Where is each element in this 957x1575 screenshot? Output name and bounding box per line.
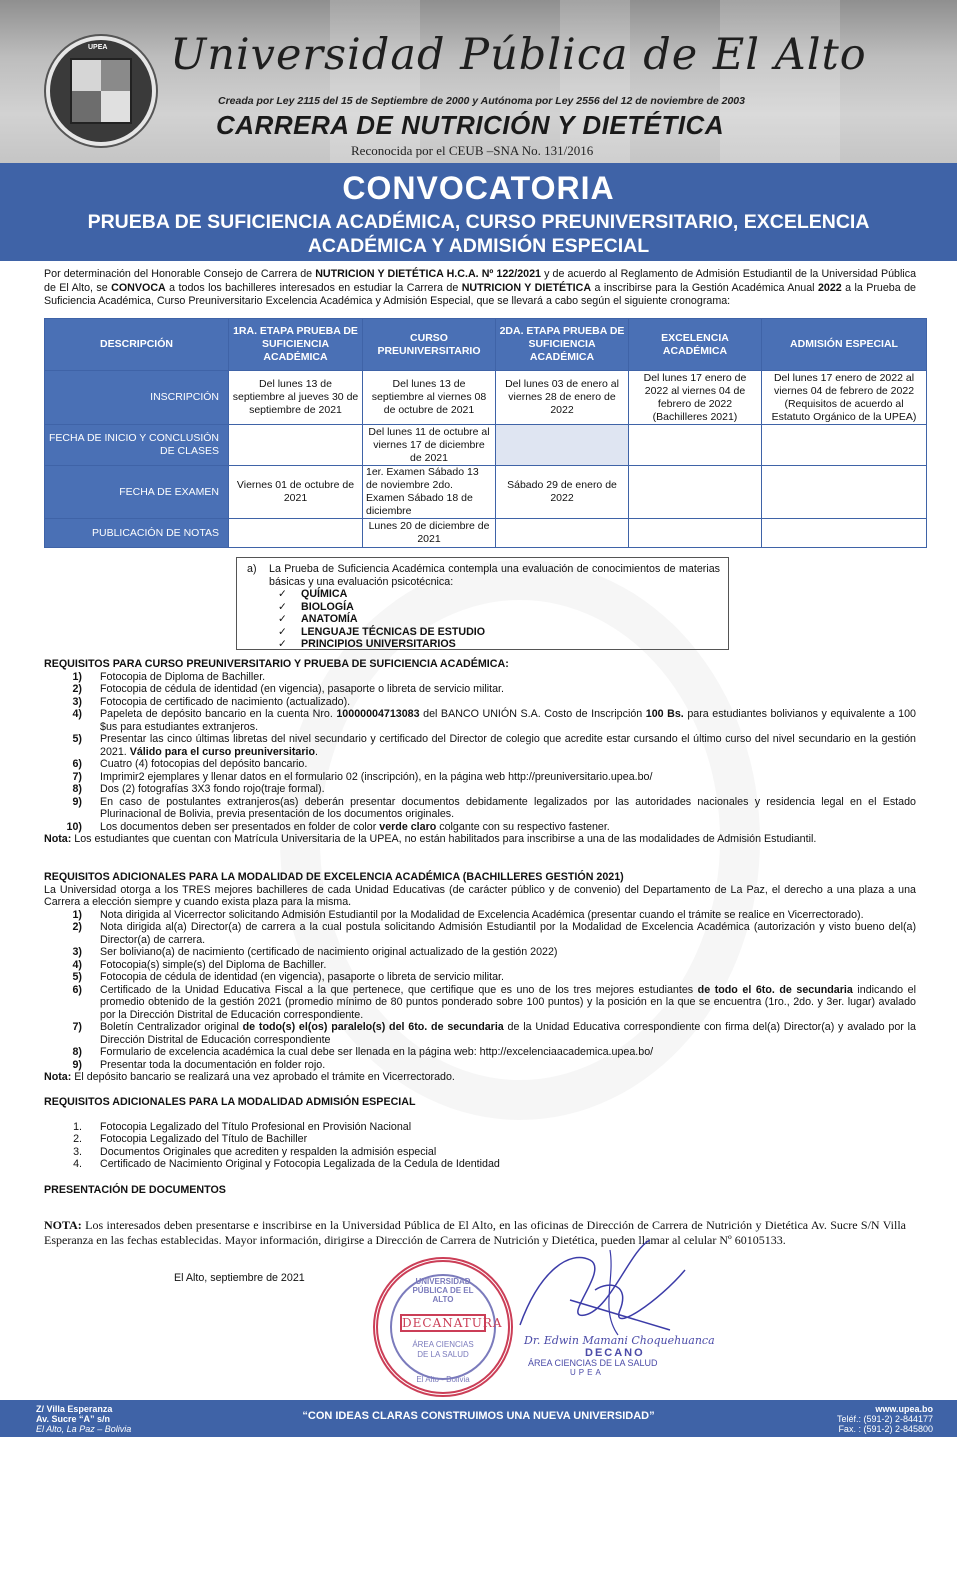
- career-title: CARRERA DE NUTRICIÓN Y DIETÉTICA: [216, 110, 725, 140]
- requisitos-admision-especial: [44, 1096, 916, 1171]
- list-item: 7) Imprimir2 ejemplares y llenar datos en el formulario 02 (inscripción), en la página web http://preuniversitario.upea.bo/: [72, 770, 653, 783]
- stamp-top-text: UNIVERSIDAD PÚBLICA DE EL ALTO: [412, 1277, 474, 1304]
- check-icon: ✓: [278, 613, 287, 625]
- header-admision-especial: ADMISIÓN ESPECIAL: [762, 319, 927, 371]
- row-label: FECHA DE INICIO Y CONCLUSIÓN DE CLASES: [45, 425, 229, 466]
- signatory-area: ÁREA CIENCIAS DE LA SALUD: [528, 1358, 658, 1368]
- signatory-org: UPEA: [570, 1368, 604, 1377]
- list-item: 1) Fotocopia de Diploma de Bachiller.: [72, 670, 266, 683]
- requisitos-excelencia: [44, 871, 916, 1084]
- intro-paragraph: Por determinación del Honorable Consejo de Carrera de NUTRICION Y DIETÉTICA H.C.A. Nº 122/2021 y de acuerdo al Reglamento de Admisión Estudiantil de la Universidad Pública de El Alto, se CONVOCA a todos los bachilleres interesados en estudiar la Carrera de NUTRICION Y DIETÉTICA a inscribirse para la Gestión Académica Anual 2022 a la Prueba de Suficiencia Académica, Curso Preuniversitario Excelencia Académica y Admisión Especial, que se llevará a cabo según el siguiente cronograma:: [44, 268, 917, 307]
- table-cell: Del lunes 11 de octubre al viernes 17 de diciembre de 2021: [363, 425, 496, 466]
- page-header: [0, 0, 957, 163]
- list-item: ✓ PRINCIPIOS UNIVERSITARIOS: [247, 638, 720, 651]
- box-text: La Prueba de Suficiencia Académica contempla una evaluación de conocimientos de materias básicas y una evaluación psicotécnica:: [269, 563, 720, 588]
- table-row: [45, 371, 927, 425]
- table-cell: [762, 466, 927, 519]
- date-place: El Alto, septiembre de 2021: [174, 1272, 305, 1284]
- table-cell: [496, 519, 629, 548]
- list-item: 9) En caso de postulantes extranjeros(as) deberán presentar documentos debidamente legalizados por las autoridades nacionales y residencia legal en el Estado Plurinacional de Bolivia, previa presentación de los documentos originales.: [72, 795, 916, 820]
- list-item: 1) Nota dirigida al Vicerrector solicitando Admisión Estudiantil por la Modalidad de Excelencia Académica (presentar cuando el trámite se realice en Vicerrectorado).: [72, 908, 864, 921]
- table-cell: Del lunes 17 enero de 2022 al viernes 04 de febrero de 2022 (Requisitos de acuerdo al Estatuto Orgánico de la UPEA): [762, 371, 927, 425]
- list-item: 3) Fotocopia de certificado de nacimiento (actualizado).: [72, 695, 351, 708]
- table-cell: [496, 425, 629, 466]
- row-label: INSCRIPCIÓN: [45, 371, 229, 425]
- footer-slogan: “CON IDEAS CLARAS CONSTRUIMOS UNA NUEVA UNIVERSIDAD”: [302, 1410, 655, 1422]
- list-item: 8) Dos (2) fotografías 3X3 fondo rojo(traje formal).: [72, 783, 325, 795]
- box-marker: a): [247, 563, 257, 575]
- table-cell: 1er. Examen Sábado 13 de noviembre 2do. Examen Sábado 18 de diciembre: [363, 466, 496, 519]
- footer-contact: www.upea.bo Teléf.: (591-2) 2-844177 Fax. : (591-2) 2-845800: [836, 1404, 933, 1434]
- box-intro: [247, 563, 720, 588]
- signatory-name: Dr. Edwin Mamani Choquehuanca: [524, 1334, 715, 1347]
- building-column: [720, 0, 840, 163]
- list-item: 2) Fotocopia de cédula de identidad (en vigencia), pasaporte o libreta de servicio militar.: [72, 683, 504, 695]
- list-item: 3. Documentos Originales que acrediten y respalden la admisión especial: [73, 1145, 437, 1158]
- list-item: 9) Presentar toda la documentación en folder rojo.: [72, 1058, 326, 1071]
- header-etapa1: 1RA. ETAPA PRUEBA DE SUFICIENCIA ACADÉMICA: [229, 319, 363, 371]
- list-item: 8) Formulario de excelencia académica la cual debe ser llenada en la página web: http://excelenciaacademica.upea.bo/: [72, 1046, 654, 1058]
- list-item: 7) Boletín Centralizador original de todo(s) el(os) paralelo(s) del 6to. de secundaria de la Unidad Educativa correspondiente con firma del(a) Director(a) y avalado por la Dirección Distrital de Educación correspondiente: [72, 1021, 916, 1046]
- table-cell: Lunes 20 de diciembre de 2021: [363, 519, 496, 548]
- section-intro: La Universidad otorga a los TRES mejores bachilleres de cada Unidad Educativas (de carácter público y de convenio) del Departamento de La Paz, el derecho a una plaza a una Carrera a elección siempre y cuando exista plaza para la misma.: [44, 883, 916, 908]
- table-cell: Viernes 01 de octubre de 2021: [229, 466, 363, 519]
- check-icon: ✓: [278, 588, 287, 600]
- list-item: 6) Cuatro (4) fotocopias del depósito bancario.: [72, 758, 308, 770]
- check-icon: ✓: [278, 625, 287, 638]
- footer-address: Z/ Villa Esperanza Av. Sucre “A” s/n El Alto, La Paz – Bolivia: [36, 1404, 132, 1434]
- table-header-row: [45, 319, 927, 371]
- table-cell: Del lunes 03 de enero al viernes 28 de enero de 2022: [496, 371, 629, 425]
- table-cell: [629, 425, 762, 466]
- table-row: [45, 425, 927, 466]
- list-item: ✓ BIOLOGÍA: [247, 601, 720, 614]
- signature-icon: [500, 1230, 700, 1350]
- section-title: REQUISITOS ADICIONALES PARA LA MODALIDAD ADMISIÓN ESPECIAL: [44, 1096, 416, 1108]
- list-item: 5) Presentar las cinco últimas libretas del nivel secundario y certificado del Director de colegio que acredite estar cursando el último curso del nivel secundario en la gestión 2021. Válido para el curso preuniversitario.: [72, 733, 916, 758]
- page-footer: [0, 1400, 957, 1437]
- nota-final: NOTA: Los interesados deben presentarse e inscribirse en la Universidad Pública de El Alto, en las oficinas de Dirección de Carrera de Nutrición y Dietética Av. Sucre S/N Villa Esperanza en las fechas establecidas. Mayor información, dirigirse a Dirección de Carrera de Nutrición y Dietética, pueden llamar al celular Nº 60105133.: [44, 1218, 906, 1247]
- check-icon: ✓: [278, 638, 287, 650]
- table-cell: [762, 519, 927, 548]
- table-cell: [229, 519, 363, 548]
- row-label: FECHA DE EXAMEN: [45, 466, 229, 519]
- recognition-text: Reconocida por el CEUB –SNA No. 131/2016: [351, 143, 594, 158]
- nota: Nota: El depósito bancario se realizará una vez aprobado el trámite en Vicerrectorado.: [44, 1071, 455, 1083]
- list-item: 1. Fotocopia Legalizado del Título Profesional en Provisión Nacional: [73, 1120, 412, 1133]
- list-item: ✓ QUÍMICA: [247, 588, 720, 601]
- convocatoria-subtitle: PRUEBA DE SUFICIENCIA ACADÉMICA, CURSO PREUNIVERSITARIO, EXCELENCIA ACADÉMICA Y ADMISIÓN ESPECIAL: [87, 211, 870, 257]
- list-item: 4. Certificado de Nacimiento Original y Fotocopia Legalizada de la Cedula de Identidad: [73, 1158, 500, 1170]
- table-cell: Del lunes 17 enero de 2022 al viernes 04 de febrero de 2022 (Bachilleres 2021): [629, 371, 762, 425]
- list-item: 2) Nota dirigida al(a) Director(a) de carrera a la cual postula solicitando Admisión Estudiantil por la Modalidad de Excelencia Académica (autorización y visto bueno del(a) Director(a) de carrera.: [72, 921, 916, 946]
- seal-text: UPEA: [88, 44, 108, 51]
- schedule-table: [44, 318, 927, 548]
- table-cell: Sábado 29 de enero de 2022: [496, 466, 629, 519]
- list-item: ✓ ANATOMÍA: [247, 613, 720, 626]
- section-title: REQUISITOS PARA CURSO PREUNIVERSITARIO Y PRUEBA DE SUFICIENCIA ACADÉMICA:: [44, 658, 509, 670]
- list-item: 6) Certificado de la Unidad Educativa Fiscal a la que pertenece, que certifique que es uno de los tres mejores estudiantes de todo el 6to. de secundaria indicando el promedio obtenido de la gestión 2021 (promedio mínimo de 80 puntos ponderado sobre 100 puntos) y la posición en la que se encuentra (1ro., 2do. y 3er. lugar) avalado por la Dirección Distrital de Educación correspondiente.: [72, 983, 916, 1021]
- creation-law: Creada por Ley 2115 del 15 de Septiembre de 2000 y Autónoma por Ley 2556 del 12 de noviembre de 2003: [218, 95, 745, 107]
- stamp-main-text: DECANATURA: [402, 1316, 503, 1330]
- list-item: 10) Los documentos deben ser presentados en folder de color verde claro colgante con su respectivo fastener.: [66, 820, 610, 833]
- university-title: Universidad Pública de El Alto: [170, 30, 867, 80]
- list-item: 3) Ser boliviano(a) de nacimiento (certificado de nacimiento original actualizado de la gestión 2022): [72, 946, 558, 958]
- header-preuniversitario: CURSO PREUNIVERSITARIO: [363, 319, 496, 371]
- nota: Nota: Los estudiantes que cuentan con Matrícula Universitaria de la UPEA, no están habilitados para inscribirse a una de las modalidades de Admisión Estudiantil.: [44, 833, 817, 845]
- section-title: REQUISITOS ADICIONALES PARA LA MODALIDAD DE EXCELENCIA ACADÉMICA (BACHILLERES GESTIÓN 2021): [44, 871, 624, 883]
- signatory-role: DECANO: [585, 1347, 645, 1359]
- list-item: 5) Fotocopia de cédula de identidad (en vigencia), pasaporte o libreta de servicio militar.: [72, 971, 504, 983]
- stamp-area-text: ÁREA CIENCIAS DE LA SALUD: [412, 1340, 474, 1359]
- university-seal-icon: [46, 36, 156, 146]
- decanatura-stamp-icon: [373, 1257, 513, 1397]
- table-cell: Del lunes 13 de septiembre al viernes 08 de octubre de 2021: [363, 371, 496, 425]
- presentacion-title: PRESENTACIÓN DE DOCUMENTOS: [44, 1184, 226, 1196]
- convocatoria-title: CONVOCATORIA: [342, 170, 615, 206]
- table-cell: [762, 425, 927, 466]
- table-row: [45, 466, 927, 519]
- table-cell: [629, 519, 762, 548]
- table-cell: Del lunes 13 de septiembre al jueves 30 de septiembre de 2021: [229, 371, 363, 425]
- header-excelencia: EXCELENCIA ACADÉMICA: [629, 319, 762, 371]
- header-etapa2: 2DA. ETAPA PRUEBA DE SUFICIENCIA ACADÉMICA: [496, 319, 629, 371]
- prueba-info-box: [236, 557, 729, 650]
- list-item: 2. Fotocopia Legalizado del Título de Bachiller: [73, 1133, 308, 1145]
- check-icon: ✓: [278, 600, 287, 613]
- table-row: [45, 519, 927, 548]
- list-item: 4) Fotocopia(s) simple(s) del Diploma de Bachiller.: [72, 958, 327, 971]
- header-descripcion: DESCRIPCIÓN: [45, 319, 229, 371]
- table-cell: [229, 425, 363, 466]
- list-item: ✓ LENGUAJE TÉCNICAS DE ESTUDIO: [247, 626, 720, 639]
- row-label: PUBLICACIÓN DE NOTAS: [45, 519, 229, 548]
- table-cell: [629, 466, 762, 519]
- seal-shield: [70, 58, 132, 124]
- list-item: 4) Papeleta de depósito bancario en la cuenta Nro. 10000004713083 del BANCO UNIÓN S.A. Costo de Inscripción 100 Bs. para estudiantes bolivianos y equivalente a 100 $us para estudiantes extranjeros.: [72, 708, 916, 733]
- stamp-bottom-text: El Alto - Bolivia: [416, 1375, 470, 1384]
- requisitos-preuniversitario: [44, 658, 916, 846]
